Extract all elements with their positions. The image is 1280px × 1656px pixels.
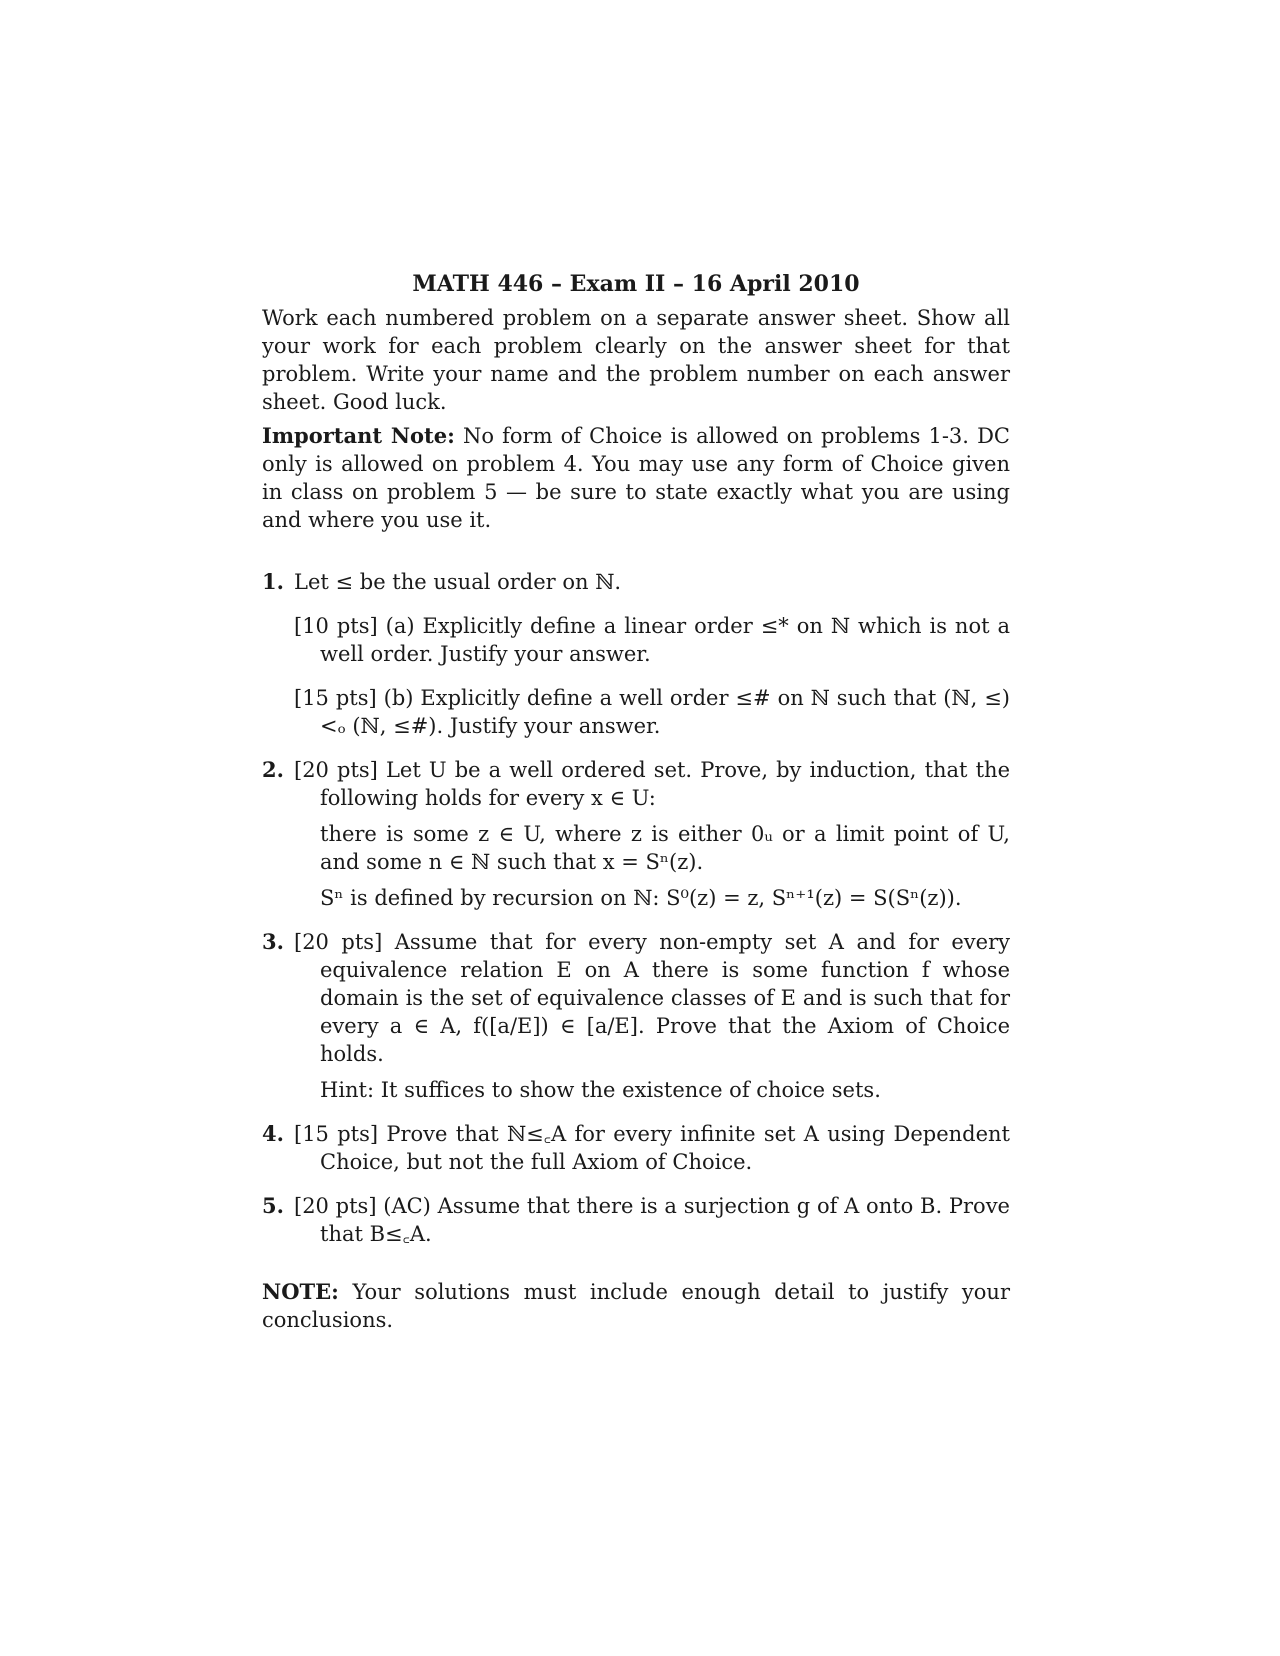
final-note-label: NOTE:	[262, 1279, 339, 1304]
exam-title: MATH 446 – Exam II – 16 April 2010	[412, 271, 860, 297]
problem-number: 2.	[262, 757, 284, 782]
problem-text: [20 pts] Assume that for every non-empty set A and for every equivalence relation E on A there is some function f whose domain is the set of equivalence classes of E and is such that for every a ∈ A, f([a/E]) ∈ [a/E]. Prove that the Axiom of Choice holds.	[294, 930, 1010, 1066]
problem-text: [20 pts] (AC) Assume that there is a surjection g of A onto B. Prove that B≤꜀A.	[294, 1194, 1010, 1246]
problem-4	[262, 1120, 1010, 1176]
problem-number: 3.	[262, 929, 284, 954]
problem-text: Let ≤ be the usual order on ℕ.	[294, 570, 622, 594]
problem-text: [15 pts] Prove that ℕ≤꜀A for every infinite set A using Dependent Choice, but not the full Axiom of Choice.	[294, 1122, 1010, 1174]
problem-number: 1.	[262, 569, 284, 594]
problem-2-definition: Sⁿ is defined by recursion on ℕ: S⁰(z) = z, Sⁿ⁺¹(z) = S(Sⁿ(z)).	[320, 886, 962, 910]
problem-number: 5.	[262, 1193, 284, 1218]
important-note-label: Important Note:	[262, 423, 455, 448]
instructions: Work each numbered problem on a separate answer sheet. Show all your work for each problem clearly on the answer sheet for that problem. Write your name and the problem number on each answer sheet. Good luck.	[262, 306, 1010, 414]
exam-page	[262, 270, 1010, 1334]
problem-1a: [10 pts] (a) Explicitly define a linear order ≤* on ℕ which is not a well order. Justify your answer.	[294, 614, 1010, 666]
problem-2	[262, 756, 1010, 912]
problem-3	[262, 928, 1010, 1104]
problem-text: [20 pts] Let U be a well ordered set. Prove, by induction, that the following holds for every x ∈ U:	[294, 758, 1010, 810]
important-note-text: No form of Choice is allowed on problems 1-3. DC only is allowed on problem 4. You may use any form of Choice given in class on problem 5 — be sure to state exactly what you are using and where you use it.	[262, 424, 1010, 532]
problem-1	[262, 568, 1010, 740]
final-note-text: Your solutions must include enough detail to justify your conclusions.	[262, 1280, 1010, 1332]
problem-2-statement: there is some z ∈ U, where z is either 0ᵤ or a limit point of U, and some n ∈ ℕ such that x = Sⁿ(z).	[320, 822, 1010, 874]
problem-number: 4.	[262, 1121, 284, 1146]
final-note	[262, 1278, 1010, 1334]
problem-3-hint: Hint: It suffices to show the existence of choice sets.	[320, 1078, 881, 1102]
problem-list	[262, 568, 1010, 1248]
problem-5	[262, 1192, 1010, 1248]
problem-1b: [15 pts] (b) Explicitly define a well order ≤# on ℕ such that (ℕ, ≤) <ₒ (ℕ, ≤#). Justify your answer.	[294, 686, 1010, 738]
important-note	[262, 422, 1010, 534]
